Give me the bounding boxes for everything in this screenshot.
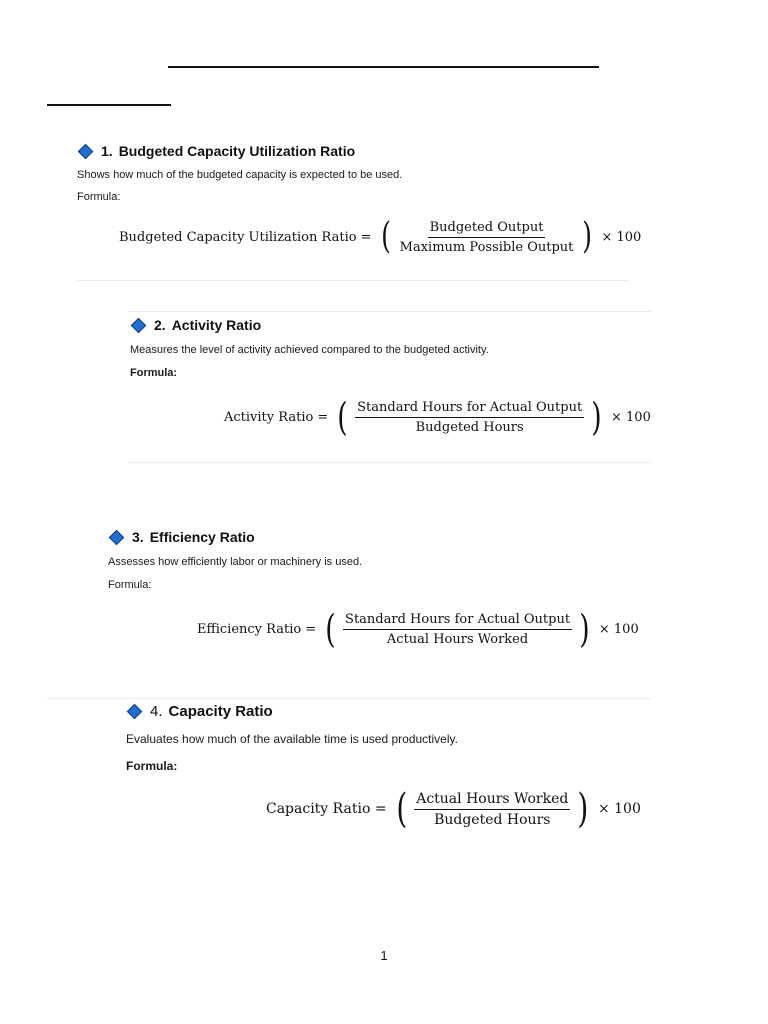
section-description: Assesses how efficiently labor or machinery is used. xyxy=(108,556,363,568)
formula-lhs: Efficiency Ratio = xyxy=(197,621,317,637)
numerator: Actual Hours Worked xyxy=(414,791,570,810)
right-paren: ) xyxy=(579,607,590,651)
denominator: Budgeted Hours xyxy=(434,811,551,828)
section-divider xyxy=(128,311,652,312)
section-number: 2. xyxy=(154,317,166,333)
page-number: 1 xyxy=(380,948,388,963)
top-rule xyxy=(168,66,599,68)
multiplier: × 100 xyxy=(601,229,642,245)
fraction xyxy=(351,400,588,435)
section-capacity-ratio xyxy=(126,703,458,773)
formula-label: Formula: xyxy=(126,759,178,773)
formula-label: Formula: xyxy=(108,579,152,591)
short-rule xyxy=(47,104,171,106)
diamond-bullet-icon xyxy=(131,317,147,333)
formula-lhs: Capacity Ratio = xyxy=(266,801,387,817)
section-title: Activity Ratio xyxy=(171,317,262,333)
left-paren: ( xyxy=(325,607,336,651)
denominator: Actual Hours Worked xyxy=(386,631,529,647)
left-paren: ( xyxy=(380,216,391,257)
section-description: Evaluates how much of the available time is used productively. xyxy=(126,732,458,746)
formula-label: Formula: xyxy=(130,367,178,379)
section-title: Efficiency Ratio xyxy=(149,529,255,545)
formula-efficiency-ratio xyxy=(197,607,639,651)
section-heading xyxy=(126,703,458,720)
fraction xyxy=(410,791,574,828)
section-number: 1. xyxy=(101,143,113,159)
denominator: Budgeted Hours xyxy=(415,419,524,435)
section-divider xyxy=(77,280,630,281)
numerator: Budgeted Output xyxy=(428,220,546,238)
diamond-bullet-icon xyxy=(127,704,143,720)
section-title: Capacity Ratio xyxy=(168,703,273,720)
fraction xyxy=(394,220,580,255)
formula-capacity-ratio xyxy=(266,786,641,832)
formula-label: Formula: xyxy=(77,191,121,203)
numerator: Standard Hours for Actual Output xyxy=(343,612,572,630)
denominator: Maximum Possible Output xyxy=(399,239,574,255)
section-budgeted-capacity-utilization xyxy=(77,143,402,203)
left-paren: ( xyxy=(395,786,407,832)
right-paren: ) xyxy=(591,395,602,439)
multiplier: × 100 xyxy=(611,409,651,425)
section-number: 3. xyxy=(132,529,144,545)
multiplier: × 100 xyxy=(597,801,641,817)
section-efficiency-ratio xyxy=(108,529,362,591)
formula-lhs: Activity Ratio = xyxy=(224,409,329,425)
section-divider xyxy=(47,698,652,699)
formula-budgeted-capacity-utilization xyxy=(119,216,642,257)
right-paren: ) xyxy=(577,786,589,832)
diamond-bullet-icon xyxy=(109,529,125,545)
multiplier: × 100 xyxy=(598,621,639,637)
section-description: Shows how much of the budgeted capacity is expected to be used. xyxy=(77,169,403,181)
formula-activity-ratio xyxy=(224,395,651,439)
section-heading xyxy=(77,143,402,159)
section-description: Measures the level of activity achieved compared to the budgeted activity. xyxy=(130,344,489,356)
section-number: 4. xyxy=(150,703,163,720)
section-activity-ratio xyxy=(130,317,489,379)
fraction xyxy=(339,612,576,647)
section-divider xyxy=(128,462,652,463)
section-heading xyxy=(130,317,489,333)
section-heading xyxy=(108,529,362,545)
section-title: Budgeted Capacity Utilization Ratio xyxy=(118,143,356,159)
numerator: Standard Hours for Actual Output xyxy=(355,400,584,418)
left-paren: ( xyxy=(337,395,348,439)
diamond-bullet-icon xyxy=(78,143,94,159)
formula-lhs: Budgeted Capacity Utilization Ratio = xyxy=(119,229,372,245)
right-paren: ) xyxy=(582,216,593,257)
